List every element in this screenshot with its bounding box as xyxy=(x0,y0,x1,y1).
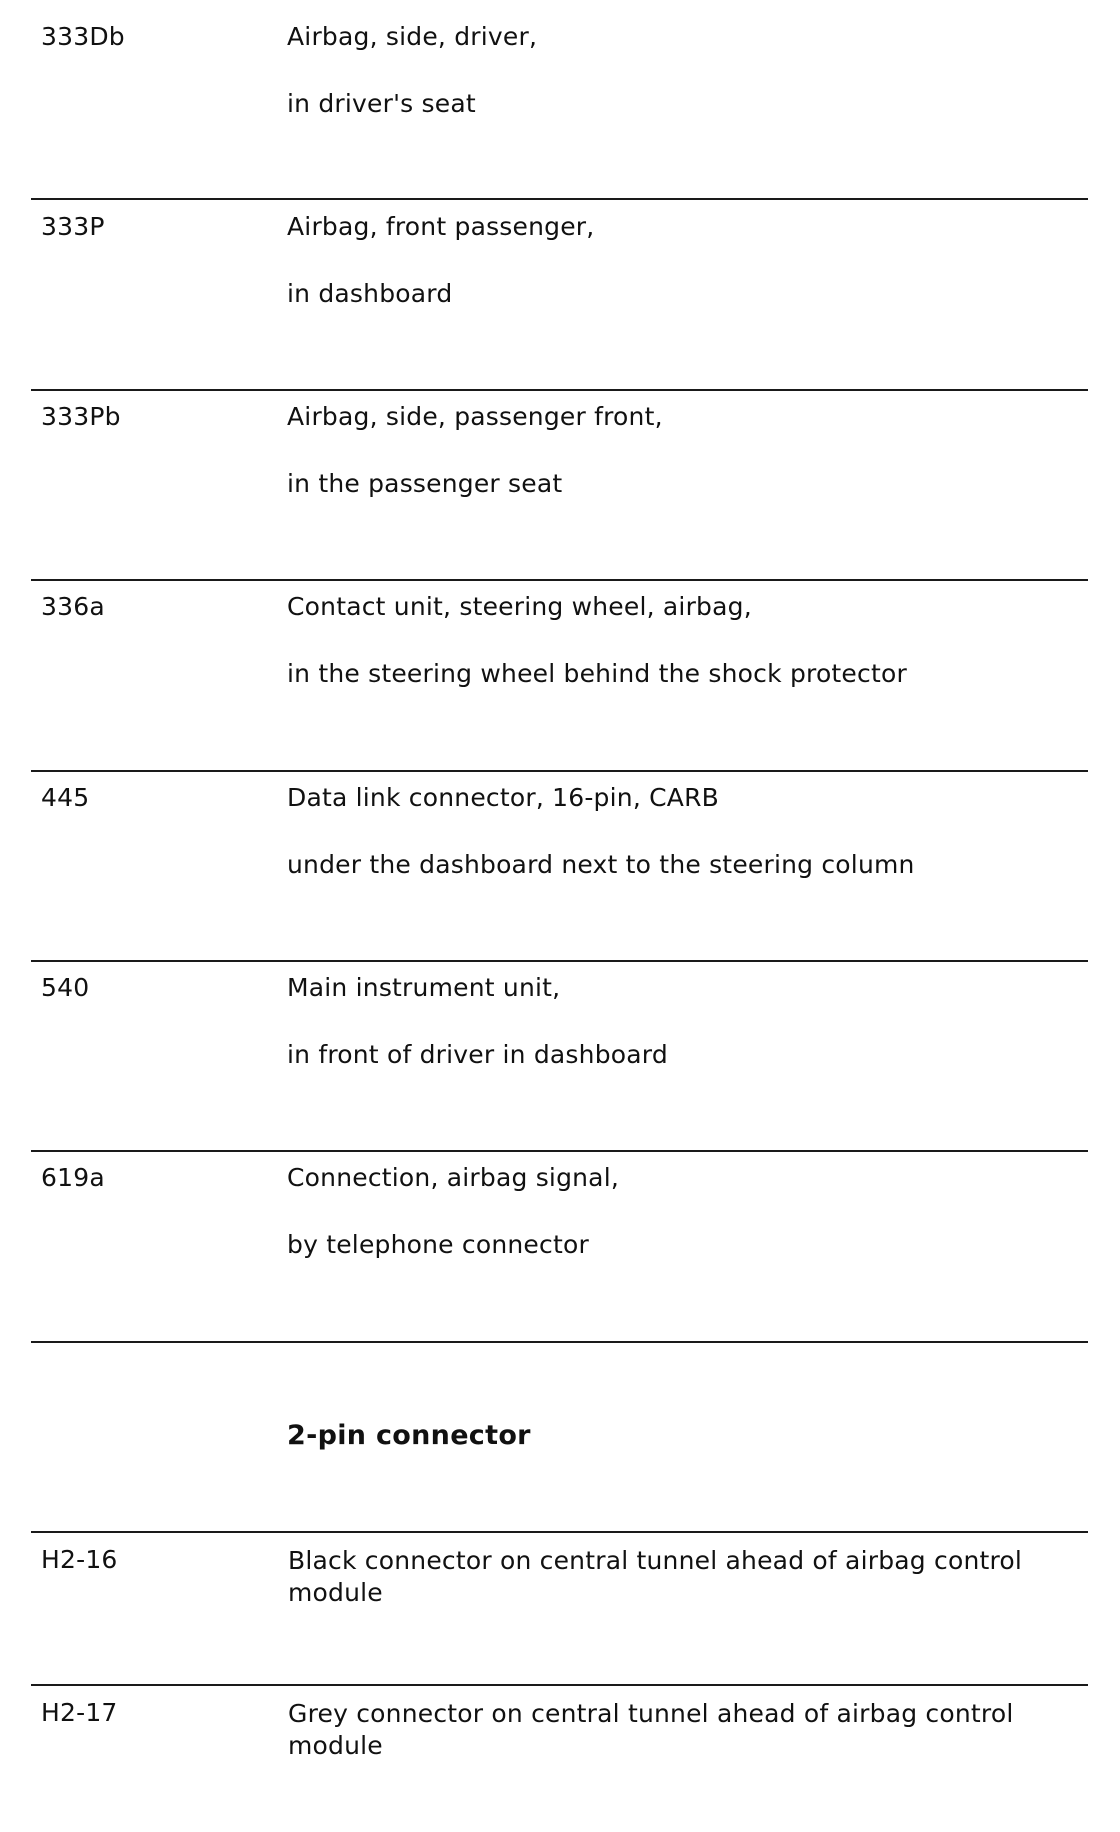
row-divider xyxy=(31,770,1088,772)
component-description: Airbag, side, driver, xyxy=(287,22,538,51)
component-location: under the dashboard next to the steering column xyxy=(287,850,915,879)
component-code: 619a xyxy=(41,1163,105,1192)
component-location: in dashboard xyxy=(287,279,453,308)
component-location: in front of driver in dashboard xyxy=(287,1040,668,1069)
row-divider xyxy=(31,1531,1088,1533)
connector-description: Grey connector on central tunnel ahead of airbag control module xyxy=(288,1699,1014,1760)
component-code: 336a xyxy=(41,592,105,621)
component-location: in driver's seat xyxy=(287,89,476,118)
row-divider xyxy=(31,960,1088,962)
component-description: Main instrument unit, xyxy=(287,973,561,1002)
component-code: 333Db xyxy=(41,22,125,51)
row-divider xyxy=(31,1150,1088,1152)
component-description: Data link connector, 16-pin, CARB xyxy=(287,783,719,812)
component-location: in the passenger seat xyxy=(287,469,563,498)
component-location: in the steering wheel behind the shock protector xyxy=(287,659,907,688)
component-code: 540 xyxy=(41,973,90,1002)
component-description: Connection, airbag signal, xyxy=(287,1163,619,1192)
row-divider xyxy=(31,389,1088,391)
component-description: Contact unit, steering wheel, airbag, xyxy=(287,592,752,621)
row-divider xyxy=(31,1341,1088,1343)
component-description: Airbag, side, passenger front, xyxy=(287,402,663,431)
connector-code: H2-17 xyxy=(41,1698,118,1727)
row-divider xyxy=(31,1684,1088,1686)
component-code: 445 xyxy=(41,783,90,812)
connector-code: H2-16 xyxy=(41,1545,118,1574)
component-code: 333Pb xyxy=(41,402,121,431)
component-code: 333P xyxy=(41,212,105,241)
row-divider xyxy=(31,579,1088,581)
row-divider xyxy=(31,198,1088,200)
connector-description: Black connector on central tunnel ahead of airbag control module xyxy=(288,1546,1023,1607)
section-heading: 2-pin connector xyxy=(287,1420,531,1451)
component-description: Airbag, front passenger, xyxy=(287,212,595,241)
component-location: by telephone connector xyxy=(287,1230,589,1259)
